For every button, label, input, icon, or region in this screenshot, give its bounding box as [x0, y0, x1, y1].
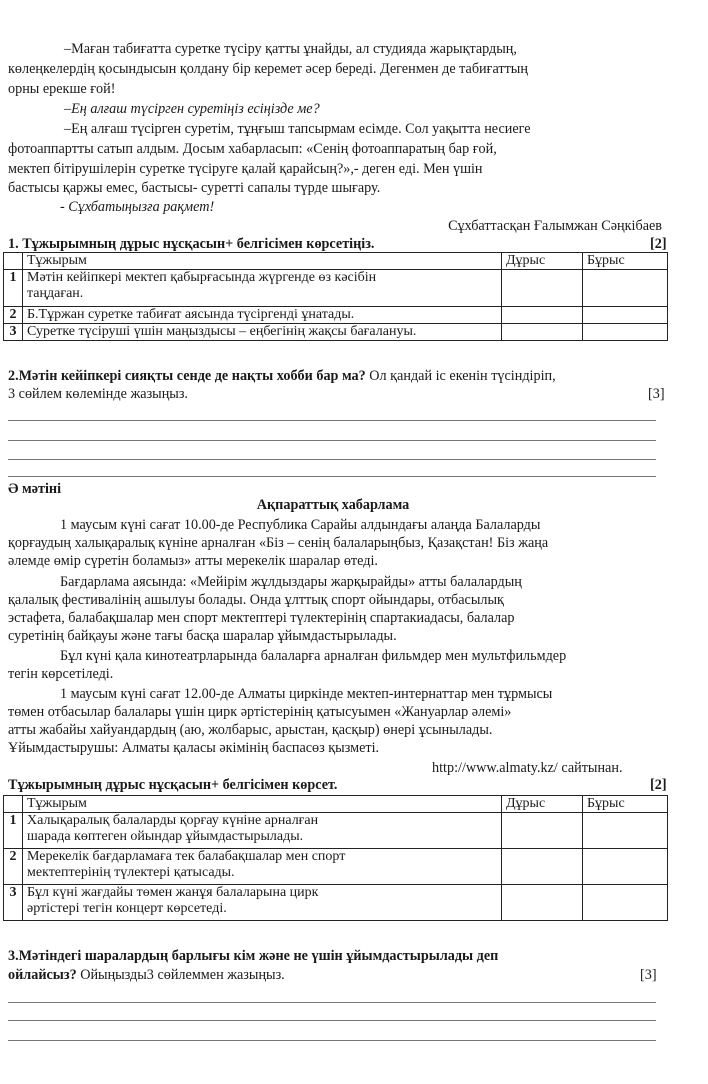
- table-row: [4, 307, 668, 324]
- text-b-line: 1 маусым күні сағат 10.00-де Республика Сарайы алдындағы алаңда Балаларды: [60, 517, 541, 533]
- text-b-title: Ақпараттық хабарлама: [256, 497, 410, 513]
- header-false: Бұрыс: [583, 796, 668, 813]
- row-number: 3: [4, 885, 23, 921]
- task3-points: [2]: [650, 777, 667, 793]
- statement-cell: [23, 270, 502, 307]
- table-row: [4, 813, 668, 849]
- table-row: [4, 885, 668, 921]
- statement-text: Халықаралық балаларды қорғау күніне арналған: [27, 813, 319, 828]
- answer-line[interactable]: [8, 1020, 656, 1021]
- text-b-line: Бұл күні қала кинотеатрларында балаларға арналған фильмдер мен мультфильмдер: [60, 648, 567, 664]
- task2-title-bold: 2.Мәтін кейіпкері сияқты сенде де нақты хобби бар ма?: [8, 368, 366, 384]
- answer-line[interactable]: [8, 459, 656, 460]
- false-cell[interactable]: [583, 307, 668, 324]
- answer-line[interactable]: [8, 1002, 656, 1003]
- header-false: Бұрыс: [583, 253, 668, 270]
- interview-line: –Ең алғаш түсірген суретім, тұңғыш тапсырмам есімде. Сол уақытта несиеге: [64, 121, 531, 137]
- answer-line[interactable]: [8, 476, 656, 477]
- row-number: 2: [4, 307, 23, 324]
- statement-text: әртістері тегін концерт көрсетеді.: [27, 901, 227, 916]
- task1-title: 1. Тұжырымның дұрыс нұсқасын+ белгісімен көрсетіңіз.: [8, 236, 375, 252]
- table-header-row: [4, 253, 668, 270]
- statement-text: Бұл күні жағдайы төмен жанұя балаларына цирк: [27, 885, 319, 900]
- true-cell[interactable]: [502, 849, 583, 885]
- header-true: Дұрыс: [502, 253, 583, 270]
- task3-table: [3, 795, 668, 921]
- task2-title: [8, 368, 556, 385]
- table-row: [4, 270, 668, 307]
- interview-question: –Ең алғаш түсірген суретіңіз есіңізде ме?: [64, 101, 320, 117]
- row-number: 3: [4, 324, 23, 341]
- table-row: [4, 324, 668, 341]
- text-b-line: әлемде өмір сүретін боламыз» атты мерекелік шаралар өтеді.: [8, 553, 378, 569]
- task1-points: [2]: [650, 236, 667, 252]
- interview-line: мектеп бітірушілерін суретке түсіруге қалай қарайсың?»,- деген еді. Мен үшін: [8, 161, 483, 177]
- text-b-label: Ә мәтіні: [8, 481, 62, 497]
- row-number: 1: [4, 813, 23, 849]
- text-b-line: Ұйымдастырушы: Алматы қаласы әкімінің баспасөз қызметі.: [8, 740, 380, 756]
- false-cell[interactable]: [583, 813, 668, 849]
- text-b-line: суретінің байқауы және тағы басқа шаралар ұйымдастырылады.: [8, 628, 397, 644]
- statement-text: таңдаған.: [27, 286, 84, 301]
- statement-text: Б.Тұржан суретке табиғат аясында түсіргенді ұнатады.: [27, 307, 355, 322]
- task1-table: [3, 252, 668, 341]
- header-statement: Тұжырым: [23, 796, 502, 813]
- text-b-source: http://www.almaty.kz/ сайтынан.: [432, 760, 623, 776]
- task2-instruction: 3 сөйлем көлемінде жазыңыз.: [8, 386, 188, 402]
- statement-text: шарада көптеген ойындар ұйымдастырылады.: [27, 829, 304, 844]
- true-cell[interactable]: [502, 885, 583, 921]
- interview-thanks: - Сұхбатыңызға рақмет!: [60, 199, 215, 215]
- table-row: [4, 849, 668, 885]
- interview-line: –Маған табиғатта суретке түсіру қатты ұнайды, ал студияда жарықтардың,: [64, 41, 517, 57]
- answer-line[interactable]: [8, 420, 656, 421]
- task2-points: [3]: [648, 386, 665, 402]
- true-cell[interactable]: [502, 307, 583, 324]
- statement-text: Суретке түсірушi үшін маңыздысы – еңбегінің жақсы бағалануы.: [27, 324, 417, 339]
- statement-text: мектептерінің түлектері қатысады.: [27, 865, 235, 880]
- false-cell[interactable]: [583, 324, 668, 341]
- statement-text: Мерекелік бағдарламаға тек балабақшалар мен спорт: [27, 849, 346, 864]
- task4-title-rest: Ойыңызды3 сөйлеммен жазыңыз.: [76, 967, 285, 983]
- interview-line: орны ерекше ғой!: [8, 81, 116, 97]
- text-b-line: тегін көрсетіледі.: [8, 666, 114, 682]
- false-cell[interactable]: [583, 849, 668, 885]
- header-statement: Тұжырым: [23, 253, 502, 270]
- table-header-row: [4, 796, 668, 813]
- task4-title: 3.Мәтіндегі шаралардың барлығы кім және не үшін ұйымдастырылады деп: [8, 948, 499, 964]
- statement-cell: [23, 885, 502, 921]
- text-b-line: Бағдарлама аясында: «Мейірім жұлдыздары жарқырайды» атты балалардың: [60, 574, 522, 590]
- row-number: 1: [4, 270, 23, 307]
- text-b-line: атты жабайы хайуандардың (аю, жолбарыс, арыстан, қасқыр) өнері ұсынылады.: [8, 722, 493, 738]
- task3-title: Тұжырымның дұрыс нұсқасын+ белгісімен көрсет.: [8, 777, 338, 793]
- task4-instruction: [8, 967, 285, 984]
- statement-cell: [23, 813, 502, 849]
- interview-line: бастысы қаржы емес, бастысы- суретті сапалы түрде шығару.: [8, 180, 381, 196]
- text-b-line: эстафета, балабақшалар мен спорт мектептері түлектерінің спартакиадасы, балалар: [8, 610, 515, 626]
- interview-line: көлеңкелердің қосындысын қолдану бір керемет әсер береді. Дегенмен де табиғаттың: [8, 61, 528, 77]
- text-b-line: қалалық фестивалінің ашылуы болады. Онда ұлттық спорт ойындары, отбасылық: [8, 592, 504, 608]
- false-cell[interactable]: [583, 270, 668, 307]
- text-b-line: төмен отбасылар балалары үшін цирк әртістерінің қатысуымен «Жануарлар әлемі»: [8, 704, 512, 720]
- header-true: Дұрыс: [502, 796, 583, 813]
- false-cell[interactable]: [583, 885, 668, 921]
- true-cell[interactable]: [502, 324, 583, 341]
- answer-line[interactable]: [8, 440, 656, 441]
- statement-text: Мәтін кейіпкері мектеп қабырғасында жүргенде өз кәсібін: [27, 270, 377, 285]
- text-b-line: 1 маусым күні сағат 12.00-де Алматы циркінде мектеп-интернаттар мен тұрмысы: [60, 686, 553, 702]
- statement-cell: [23, 307, 502, 324]
- task2-title-rest: Ол қандай іс екенін түсіндіріп,: [365, 368, 556, 384]
- interview-line: фотоаппартты сатып алдым. Досым хабарласып: «Сенің фотоаппаратың бар ғой,: [8, 141, 497, 157]
- statement-cell: [23, 849, 502, 885]
- statement-cell: [23, 324, 502, 341]
- true-cell[interactable]: [502, 270, 583, 307]
- interview-author: Сұхбаттасқан Ғалымжан Сәңкібаев: [448, 218, 662, 234]
- task4-points: [3]: [640, 967, 657, 983]
- row-number: 2: [4, 849, 23, 885]
- answer-line[interactable]: [8, 1040, 656, 1041]
- task4-title-bold: ойлайсыз?: [8, 967, 77, 983]
- text-b-line: қорғаудың халықаралық күніне арналған «Біз – сенің балаларыңбыз, Қазақстан! Біз жаңа: [8, 535, 549, 551]
- true-cell[interactable]: [502, 813, 583, 849]
